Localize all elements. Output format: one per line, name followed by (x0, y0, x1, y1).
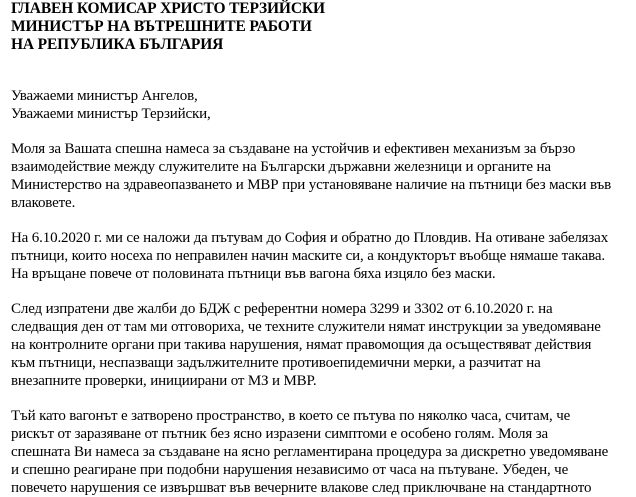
header-line: НА РЕПУБЛИКА БЪЛГАРИЯ (11, 36, 224, 53)
paragraph-line: На връщане повече от половината пътници във вагона бяха изцяло без маски. (11, 266, 496, 282)
paragraph-complaints (11, 300, 633, 390)
paragraph-line: Моля за Вашата спешна намеса за създаване на устойчив и ефективен механизъм за бързо (11, 141, 576, 157)
paragraph-request (11, 140, 633, 212)
paragraph-line: на контролните органи при такива нарушения, нямат правомощия да осъществяват действия (11, 337, 592, 353)
paragraph-line: спешната Ви намеса за създаване на ясно регламентирана процедура за дискретно уведомяване (11, 444, 609, 460)
header-line: МИНИСТЪР НА ВЪТРЕШНИТЕ РАБОТИ (11, 18, 312, 35)
paragraph-risk (11, 407, 633, 497)
paragraph-line: рискът от заразяване от пътник без ясно изразени симптоми е особено голям. Моля за (11, 426, 549, 442)
paragraph-line: Министерство на здравеопазването и МВР при установяване наличие на пътници без маски във (11, 177, 612, 193)
paragraph-line: следващия ден от там ми отговориха, че техните служители нямат инструкции за уведомяване (11, 319, 601, 335)
greeting-line: Уважаеми министър Терзийски, (11, 106, 211, 122)
paragraph-line: към пътници, неспазващи задължителните противоепидемични мерки, а разчитат на (11, 355, 541, 371)
paragraph-line: пътници, които носеха по неправилен начин маските си, а кондукторът въобще нямаше такава. (11, 248, 605, 264)
letter-header (11, 0, 633, 54)
header-line: ГЛАВЕН КОМИСАР ХРИСТО ТЕРЗИЙСКИ (11, 0, 325, 17)
paragraph-line: На 6.10.2020 г. ми се наложи да пътувам до София и обратно до Пловдив. На отиване забелязах (11, 230, 609, 246)
letter-page (11, 0, 633, 496)
paragraph-line: взаимодействие между служителите на Български държавни железници и органите на (11, 159, 551, 175)
paragraph-line: влаковете. (11, 195, 76, 211)
paragraph-line: След изпратени две жалби до БДЖ с референтни номера 3299 и 3302 от 6.10.2020 г. на (11, 301, 553, 317)
greeting-line: Уважаеми министър Ангелов, (11, 88, 198, 104)
paragraph-trip (11, 229, 633, 283)
paragraph-line: повечето нарушения се извършват във вечерните влакове след приключване на стандартното (11, 480, 592, 496)
letter-greeting (11, 87, 633, 123)
paragraph-line: внезапните проверки, инициирани от МЗ и МВР. (11, 373, 317, 389)
paragraph-line: Тъй като вагонът е затворено пространство, в което се пътува по няколко часа, считам, че (11, 408, 571, 424)
paragraph-line: и спешно реагиране при подобни нарушения независимо от часа на пътуване. Убеден, че (11, 462, 569, 478)
